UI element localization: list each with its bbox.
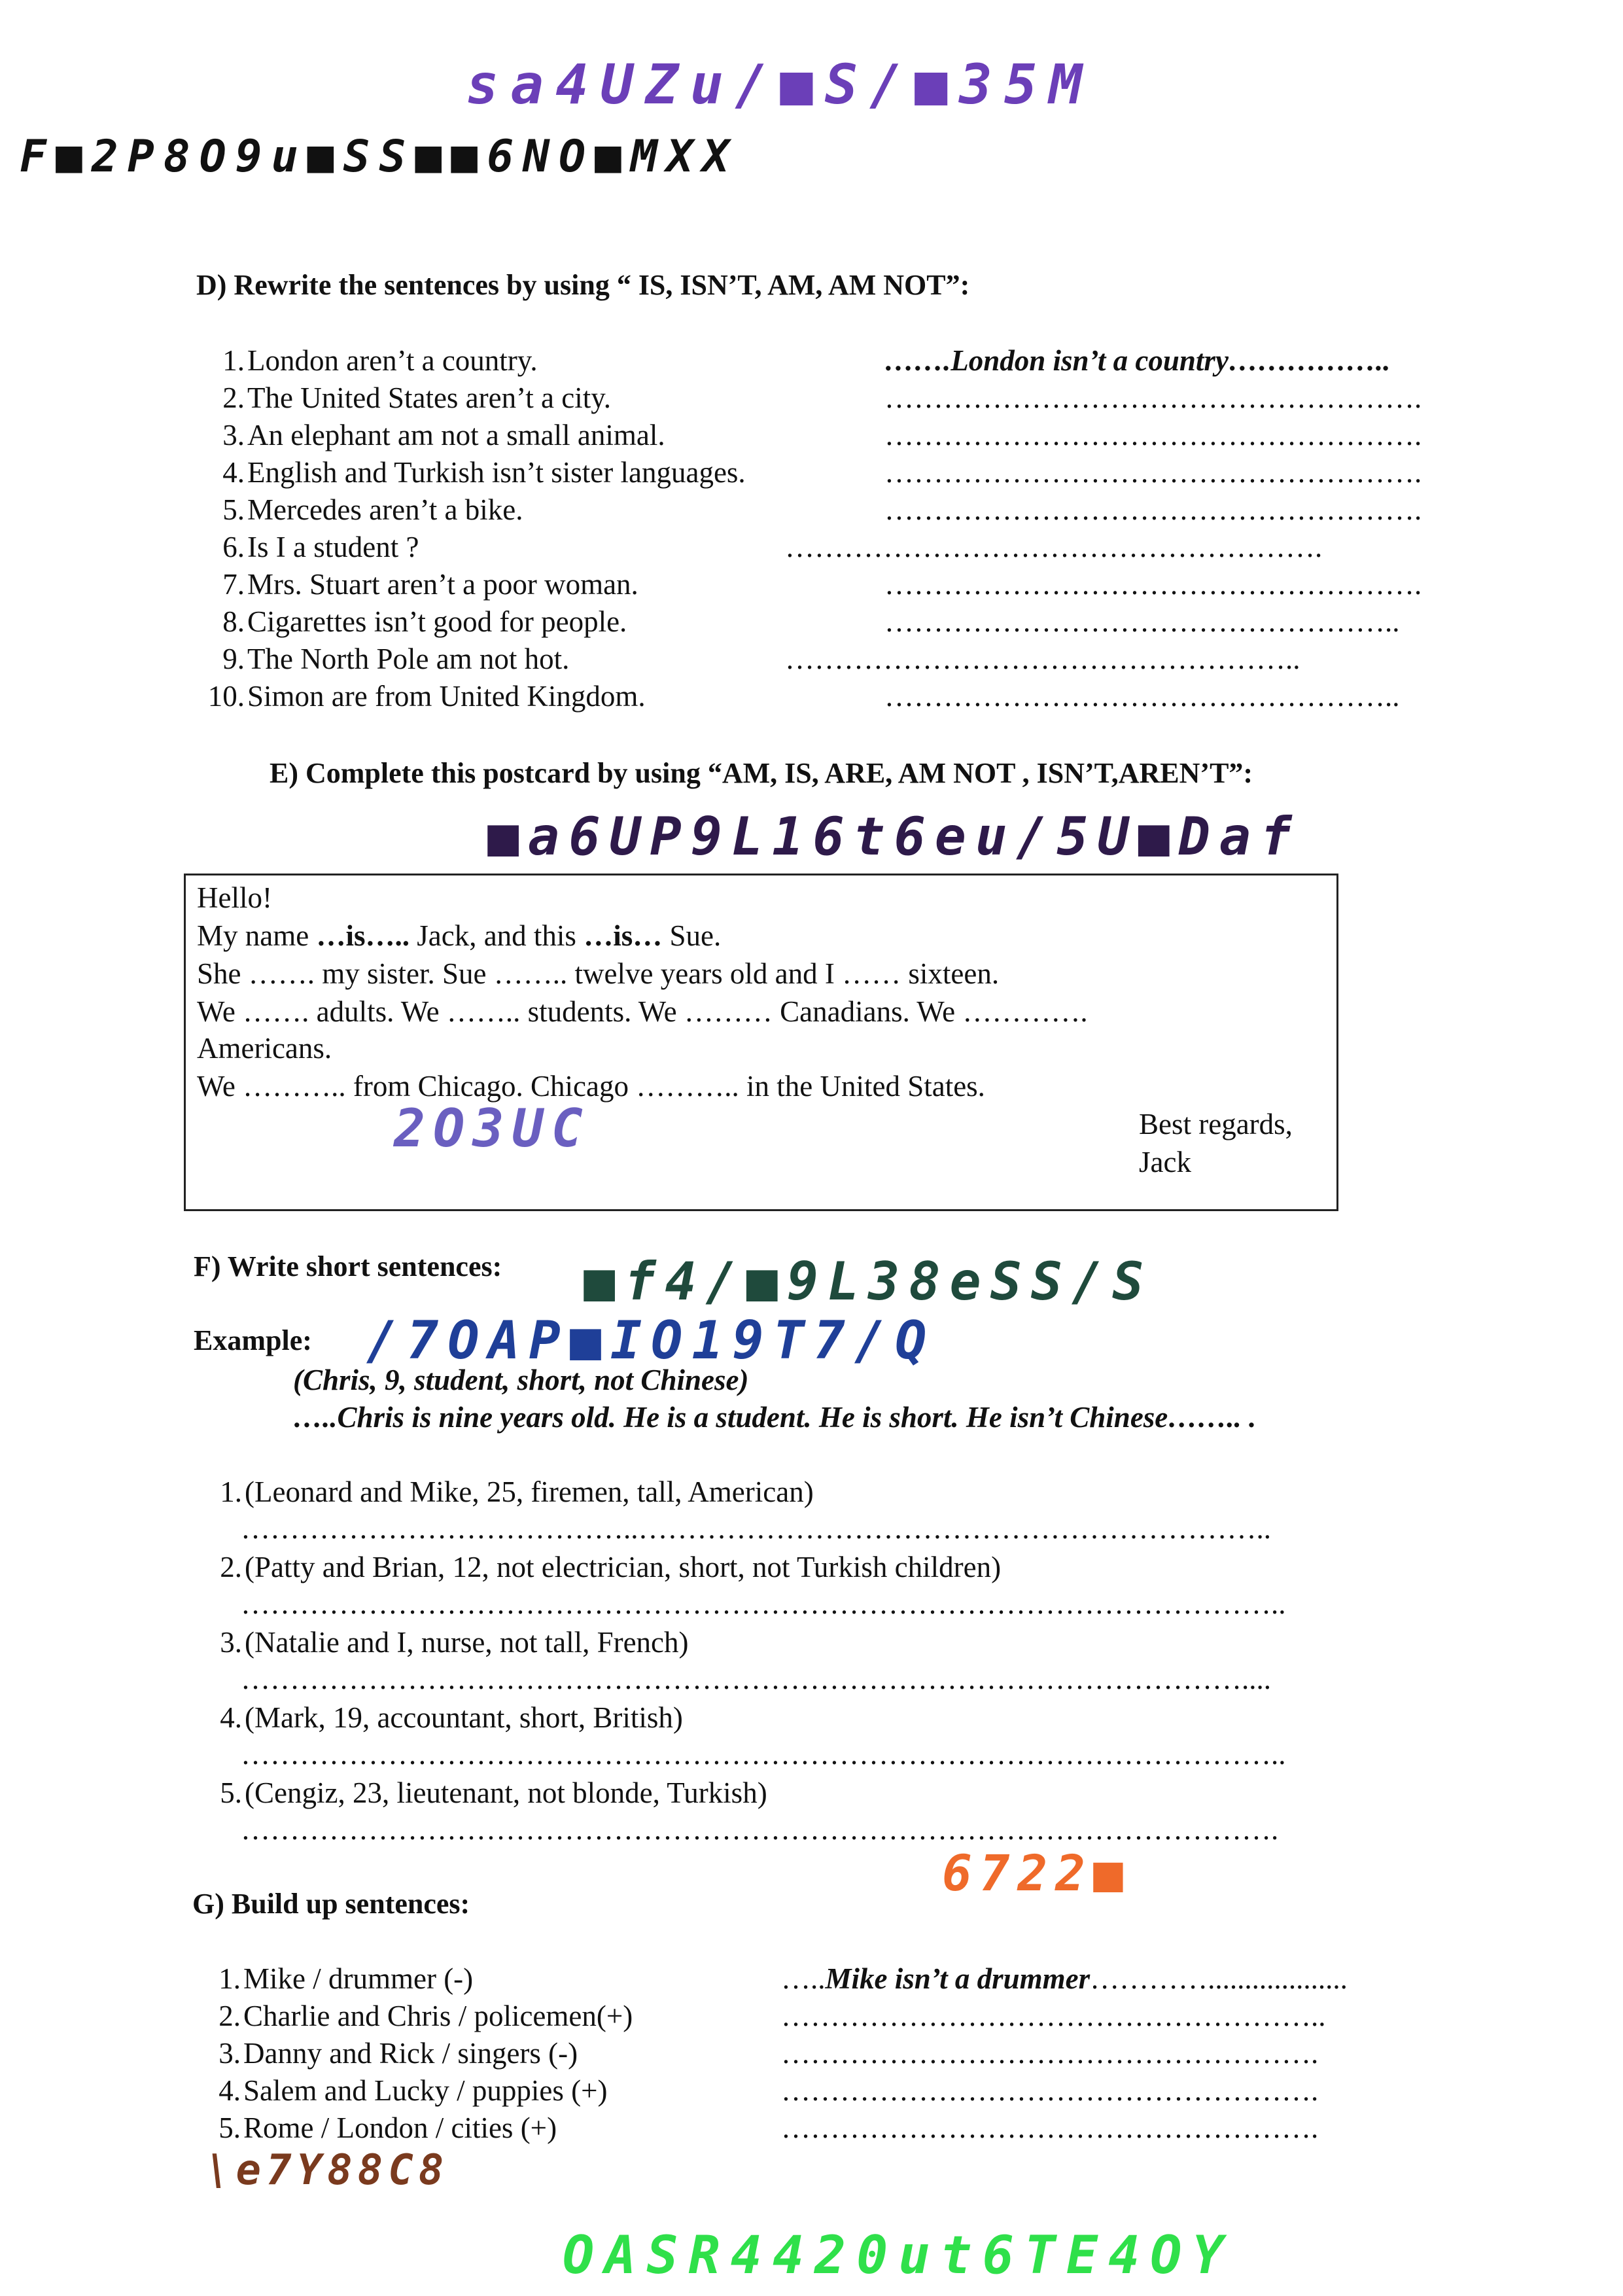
d-answer-1: …….London isn’t a country…………….. [884,344,1391,377]
postcard-greeting: Hello! [197,881,272,914]
handwriting-scribble-second: F■2P8O9u■SS■■6NO■MXX [20,131,739,183]
d-answer-line-8: …………………………………………….. [884,605,1400,638]
postcard-line-name: My name …is….. Jack, and this …is… Sue. [197,919,722,952]
d-item-4: 4.English and Turkish isn’t sister languages. [222,456,746,489]
f-answer-line-3: ………………………………………………………………………………………….... [241,1663,1271,1695]
g-item-2: 2.Charlie and Chris / policemen(+) [218,2000,633,2032]
handwriting-scribble-postcard: 2O3UC [394,1098,591,1159]
g-item-5: 5.Rome / London / cities (+) [218,2111,557,2144]
f-item-5: 5.(Cengiz, 23, lieutenant, not blonde, Turkish) [220,1776,767,1809]
handwriting-scribble-brown: \e7Y88C8 [205,2146,449,2195]
d-item-8: 8.Cigarettes isn’t good for people. [222,605,627,638]
f-item-2: 2.(Patty and Brian, 12, not electrician, short, not Turkish children) [220,1551,1002,1583]
handwriting-scribble-green: OASR4420ut6TE4OY [563,2225,1234,2286]
d-answer-line-9: …………………………………………….. [785,643,1300,675]
f-item-4: 4.(Mark, 19, accountant, short, British) [220,1701,683,1734]
section-f-heading: F) Write short sentences: [194,1250,502,1282]
d-item-1: 1.London aren’t a country. [222,344,538,377]
example-label: Example: [194,1324,312,1356]
d-answer-line-4: ………………………………………………. [884,456,1422,489]
g-answer-line-5: ………………………………………………. [781,2111,1319,2144]
postcard-line-adults: We ……. adults. We …….. students. We ……… Canadians. We …………. [197,995,1088,1028]
postcard-line-chicago: We ……….. from Chicago. Chicago ……….. in the United States. [197,1070,985,1103]
d-answer-line-3: ………………………………………………. [884,419,1422,451]
postcard-regards: Best regards, [1139,1108,1293,1140]
g-item-1: 1.Mike / drummer (-) [218,1962,474,1995]
postcard-signature: Jack [1139,1146,1191,1178]
f-answer-line-5: ……………………………………………………………………………………………. [241,1813,1279,1846]
handwriting-scribble-example: /7OAP■IO19T7/Q [366,1310,936,1371]
g-item-3: 3.Danny and Rick / singers (-) [218,2037,578,2070]
example-answer: …..Chris is nine years old. He is a student. He is short. He isn’t Chinese…….. . [293,1401,1257,1434]
section-e-heading: E) Complete this postcard by using “AM, IS, ARE, AM NOT , ISN’T,AREN’T”: [270,757,1253,789]
example-prompt: (Chris, 9, student, short, not Chinese) [293,1364,749,1396]
d-item-9: 9.The North Pole am not hot. [222,643,570,675]
handwriting-scribble-f: ■f4/■9L38eSS/S [584,1251,1153,1312]
d-answer-line-5: ………………………………………………. [884,493,1422,526]
d-answer-line-6: ………………………………………………. [785,531,1323,563]
d-item-7: 7.Mrs. Stuart aren’t a poor woman. [222,568,638,601]
d-answer-line-2: ………………………………………………. [884,381,1422,414]
d-answer-line-10: …………………………………………….. [884,680,1400,713]
postcard-line-sister: She ……. my sister. Sue …….. twelve years old and I …… sixteen. [197,957,1000,990]
d-item-6: 6.Is I a student ? [222,531,419,563]
f-item-1: 1.(Leonard and Mike, 25, firemen, tall, American) [220,1475,814,1508]
g-answer-line-3: ………………………………………………. [781,2037,1319,2070]
d-item-2: 2.The United States aren’t a city. [222,381,612,414]
handwriting-scribble-top: sa4UZu/■S/■35M [466,52,1094,116]
g-answer-1: …..Mike isn’t a drummer…………................... [781,1962,1348,1995]
section-g-heading: G) Build up sentences: [192,1888,470,1920]
postcard-line-americans: Americans. [197,1032,332,1065]
g-answer-line-4: ………………………………………………. [781,2074,1319,2107]
postcard-box [184,874,1338,1211]
d-item-5: 5.Mercedes aren’t a bike. [222,493,523,526]
f-answer-line-2: …………………………………………………………………………………………….. [241,1587,1286,1620]
d-answer-line-7: ………………………………………………. [884,568,1422,601]
section-d-heading: D) Rewrite the sentences by using “ IS, ISN’T, AM, AM NOT”: [196,269,970,301]
d-item-3: 3.An elephant am not a small animal. [222,419,665,451]
g-answer-line-2: ……………………………………………….. [781,2000,1326,2032]
g-item-4: 4.Salem and Lucky / puppies (+) [218,2074,608,2107]
handwriting-scribble-e: ■a6UP9L16t6eu/5U■Daf [487,806,1301,867]
f-answer-line-4: …………………………………………………………………………………………….. [241,1738,1286,1771]
f-answer-line-1: …………………………………..……………………………………………………….. [241,1512,1271,1545]
handwriting-scribble-orange: 6722■ [942,1844,1131,1902]
d-item-10: 10.Simon are from United Kingdom. [207,680,646,713]
f-item-3: 3.(Natalie and I, nurse, not tall, French) [220,1626,689,1659]
